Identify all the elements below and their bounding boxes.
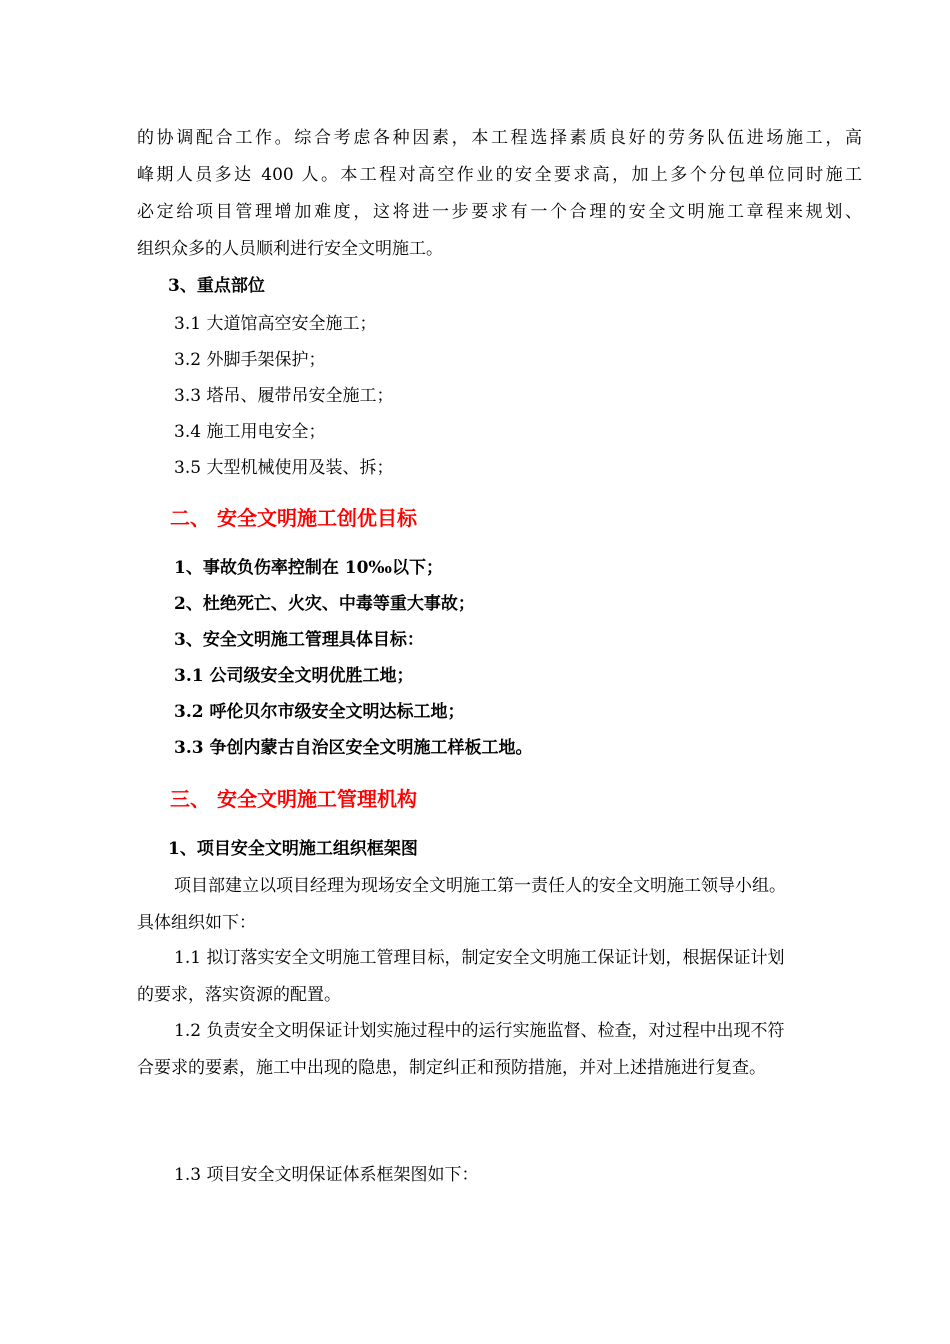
intro-line-4: 组织众多的人员顺利进行安全文明施工。	[137, 239, 443, 259]
para1-line-2: 具体组织如下：	[137, 913, 256, 933]
intro-line-1: 的协调配合工作。综合考虑各种因素，本工程选择素质良好的劳务队伍进场施工，高	[137, 128, 862, 148]
para3-line-2: 合要求的要素，施工中出现的隐患，制定纠正和预防措施，并对上述措施进行复查。	[137, 1058, 766, 1078]
key-part-item: 3.1 大道馆高空安全施工；	[174, 314, 377, 334]
section3-heading: 三、 安全文明施工管理机构	[170, 787, 417, 811]
section3-subheading: 1、项目安全文明施工组织框架图	[168, 839, 418, 859]
key-part-item: 3.3 塔吊、履带吊安全施工；	[174, 386, 394, 406]
para3-line-1: 1.2 负责安全文明保证计划实施过程中的运行实施监督、检查，对过程中出现不符	[174, 1021, 785, 1041]
goal-item: 3、安全文明施工管理具体目标：	[174, 630, 424, 650]
goal-item: 3.1 公司级安全文明优胜工地；	[174, 666, 414, 686]
goal-item: 3.3 争创内蒙古自治区安全文明施工样板工地。	[174, 738, 533, 758]
key-parts-heading: 3、重点部位	[168, 276, 265, 296]
goal-item: 3.2 呼伦贝尔市级安全文明达标工地；	[174, 702, 465, 722]
key-part-item: 3.2 外脚手架保护；	[174, 350, 326, 370]
goal-item: 1、事故负伤率控制在 10‰以下；	[174, 558, 443, 578]
para4-line: 1.3 项目安全文明保证体系框架图如下：	[174, 1165, 479, 1185]
intro-line-2: 峰期人员多达 400 人。本工程对高空作业的安全要求高，加上多个分包单位同时施工	[137, 165, 862, 185]
section2-heading: 二、 安全文明施工创优目标	[170, 506, 417, 530]
para1-line-1: 项目部建立以项目经理为现场安全文明施工第一责任人的安全文明施工领导小组。	[174, 876, 786, 896]
key-part-item: 3.5 大型机械使用及装、拆；	[174, 458, 394, 478]
para2-line-1: 1.1 拟订落实安全文明施工管理目标，制定安全文明施工保证计划，根据保证计划	[174, 948, 785, 968]
intro-line-3: 必定给项目管理增加难度，这将进一步要求有一个合理的安全文明施工章程来规划、	[137, 202, 862, 222]
key-part-item: 3.4 施工用电安全；	[174, 422, 326, 442]
para2-line-2: 的要求，落实资源的配置。	[137, 985, 341, 1005]
goal-item: 2、杜绝死亡、火灾、中毒等重大事故；	[174, 594, 475, 614]
